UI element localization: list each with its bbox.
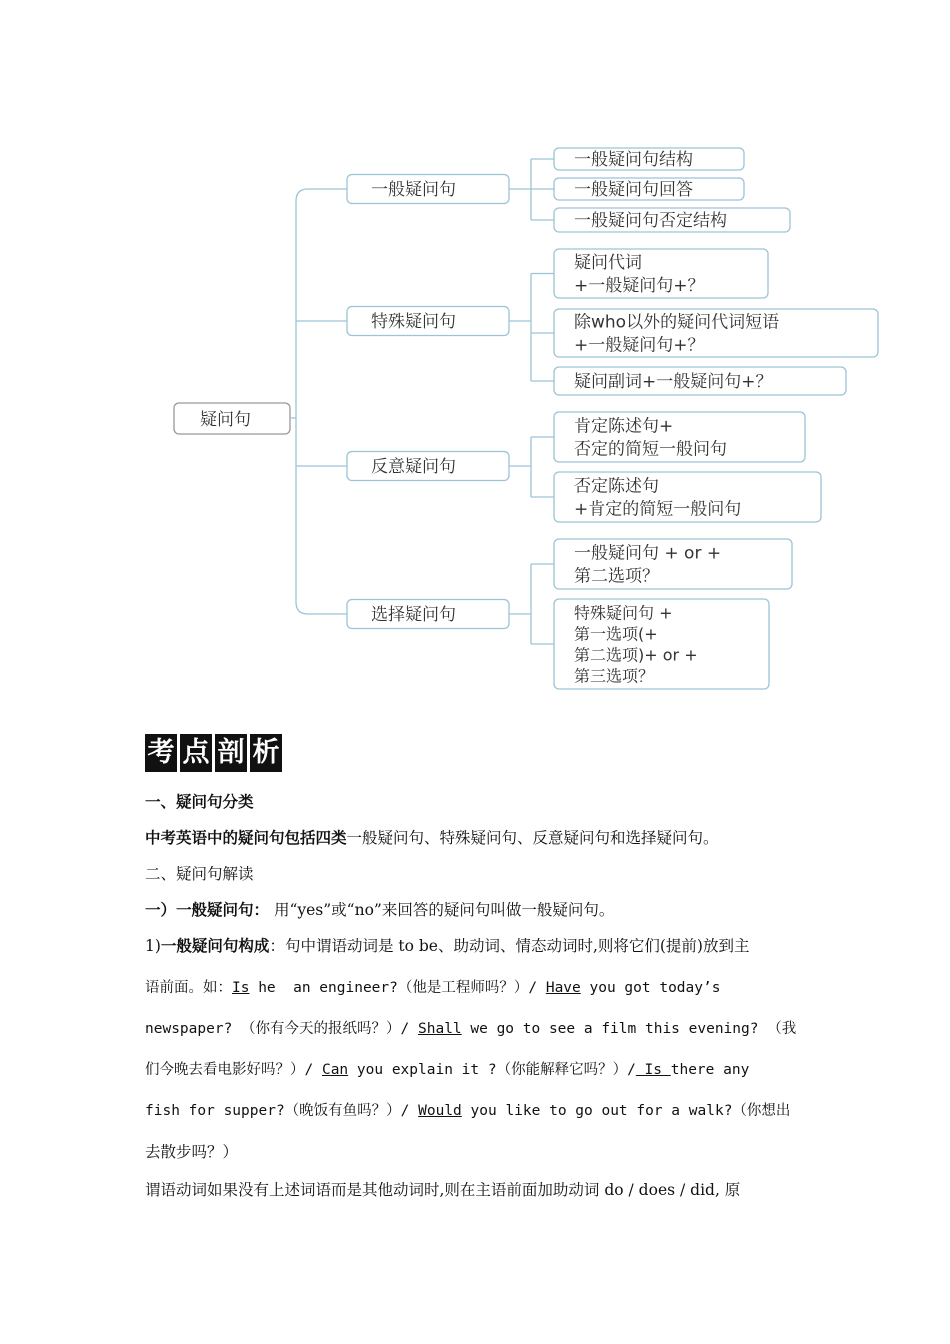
text: 语前面。如： xyxy=(145,980,232,996)
badge-char: 析 xyxy=(250,734,282,772)
paragraph-structure xyxy=(145,934,749,956)
leaf-node-label: 一般疑问句回答 xyxy=(574,180,693,200)
connector-line xyxy=(296,189,347,201)
example-line-5: 去散步吗？） xyxy=(145,1143,239,1161)
underlined-word: Would xyxy=(418,1103,462,1119)
leaf-node-label: 第二选项？ xyxy=(574,566,659,587)
exam-points-badge xyxy=(145,734,282,772)
leaf-node-label: 否定陈述句 xyxy=(574,476,659,497)
leaf-node-label: 特殊疑问句 + xyxy=(574,603,673,623)
text: you got today’s xyxy=(580,980,721,996)
leaf-node-label: +肯定的简短一般问句 xyxy=(574,499,742,520)
paragraph-bold: 一般疑问句构成 xyxy=(160,936,270,955)
paragraph-text: ：句中谓语动词是 to be、助动词、情态动词时,则将它们(提前)放到主 xyxy=(269,937,750,955)
underlined-word: Can xyxy=(321,1062,349,1078)
example-line-1 xyxy=(145,976,720,997)
leaf-node-label: 疑问代词 xyxy=(574,253,642,273)
heading-bold: 一）一般疑问句： xyxy=(145,900,270,919)
leaf-node-label: +一般疑问句+？ xyxy=(574,335,705,356)
branch-node-label: 选择疑问句 xyxy=(371,605,456,625)
branch-node-label: 特殊疑问句 xyxy=(371,312,456,332)
leaf-node-label: 第二选项)+ or + xyxy=(574,645,698,665)
example-line-3 xyxy=(145,1058,749,1079)
leaf-node-label: 除who以外的疑问代词短语 xyxy=(574,312,780,333)
text: we go to see a film this evening? （我 xyxy=(461,1021,797,1037)
branch-node-label: 反意疑问句 xyxy=(371,457,456,477)
leaf-node-label: 否定的简短一般问句 xyxy=(574,439,727,460)
text: you explain it ?（你能解释它吗？）/ xyxy=(348,1062,636,1078)
underlined-word: Is xyxy=(232,980,250,996)
heading-interpretation: 二、疑问句解读 xyxy=(145,865,254,883)
underlined-word: Have xyxy=(545,980,581,996)
underlined-word: Is xyxy=(635,1062,671,1078)
leaf-node-label: 一般疑问句否定结构 xyxy=(574,211,727,231)
heading-text: 用“yes”或“no”来回答的疑问句叫做一般疑问句。 xyxy=(269,901,615,919)
text: you like to go out for a walk?（你想出 xyxy=(461,1103,791,1119)
example-line-2 xyxy=(145,1017,796,1038)
paragraph-bold: 中考英语中的疑问句包括四类 xyxy=(145,828,347,847)
underlined-word: Shall xyxy=(418,1021,462,1037)
heading-classification: 一、疑问句分类 xyxy=(145,792,254,811)
leaf-node-label: 肯定陈述句+ xyxy=(574,416,674,437)
leaf-node-label: 一般疑问句结构 xyxy=(574,150,693,170)
text: newspaper? （你有今天的报纸吗？）/ xyxy=(145,1021,418,1037)
paragraph-auxiliary: 谓语动词如果没有上述词语而是其他动词时,则在主语前面加助动词 do / does / did, 原 xyxy=(145,1181,741,1199)
leaf-node-label: +一般疑问句+？ xyxy=(574,276,705,296)
leaf-node-label: 第一选项(+ xyxy=(574,624,658,644)
root-node-label: 疑问句 xyxy=(200,410,251,430)
example-line-4 xyxy=(145,1099,790,1120)
branch-node-label: 一般疑问句 xyxy=(371,180,456,200)
heading-general-question xyxy=(145,898,614,920)
leaf-node-label: 第三选项？ xyxy=(574,666,655,686)
leaf-node-label: 一般疑问句 + or + xyxy=(574,543,722,564)
paragraph-categories xyxy=(145,826,719,848)
leaf-node-label: 疑问副词+一般疑问句+？ xyxy=(574,372,773,392)
text: 们今晚去看电影好吗？）/ xyxy=(145,1062,322,1078)
text: he an engineer?（他是工程师吗？）/ xyxy=(249,980,546,996)
badge-char: 考 xyxy=(145,734,177,772)
item-number: 1) xyxy=(145,937,161,955)
paragraph-text: 一般疑问句、特殊疑问句、反意疑问句和选择疑问句。 xyxy=(346,829,719,847)
text: there any xyxy=(670,1062,750,1078)
text: fish for supper?（晚饭有鱼吗？）/ xyxy=(145,1103,419,1119)
badge-char: 剖 xyxy=(215,734,247,772)
badge-char: 点 xyxy=(180,734,212,772)
connector-line xyxy=(296,201,347,614)
